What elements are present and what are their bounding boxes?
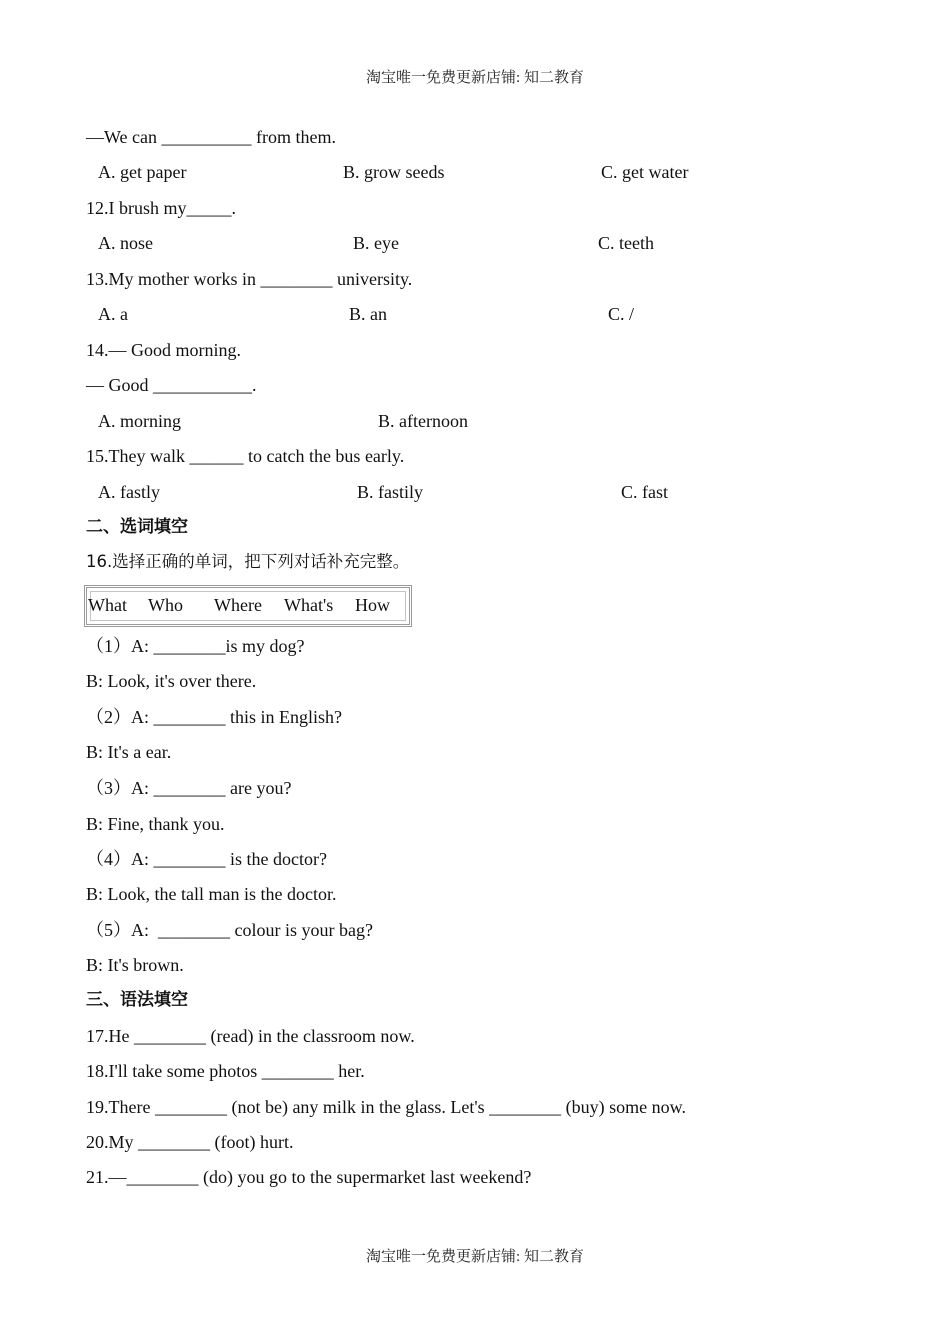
dialogue-3-a: （3）A: ________ are you? bbox=[86, 778, 292, 798]
q11-answer-line: —We can __________ from them. bbox=[86, 127, 336, 147]
q13-option-a: A. a bbox=[98, 304, 128, 324]
q11-option-c: C. get water bbox=[601, 162, 689, 182]
dialogue-4-a: （4）A: ________ is the doctor? bbox=[86, 849, 327, 869]
q14-option-b: B. afternoon bbox=[378, 411, 468, 431]
word-bank-word-where: Where bbox=[214, 595, 262, 615]
word-bank-word-who: Who bbox=[148, 595, 183, 615]
page-footer: 淘宝唯一免费更新店铺: 知二教育 bbox=[366, 1249, 584, 1265]
dialogue-1-a: （1）A: ________is my dog? bbox=[86, 636, 305, 656]
q15-option-a: A. fastly bbox=[98, 482, 160, 502]
section2-title: 二、选词填空 bbox=[86, 517, 188, 537]
q16-instruction: 16.选择正确的单词，把下列对话补充完整。 bbox=[86, 552, 410, 571]
q15-option-b: B. fastily bbox=[357, 482, 423, 502]
q15-option-c: C. fast bbox=[621, 482, 668, 502]
dialogue-5-b: B: It's brown. bbox=[86, 955, 184, 975]
dialogue-2-b: B: It's a ear. bbox=[86, 742, 172, 762]
q12-option-a: A. nose bbox=[98, 233, 153, 253]
dialogue-4-b: B: Look, the tall man is the doctor. bbox=[86, 884, 337, 904]
q11-option-b: B. grow seeds bbox=[343, 162, 445, 182]
dialogue-2-a: （2）A: ________ this in English? bbox=[86, 707, 342, 727]
word-bank-word-how: How bbox=[355, 595, 390, 615]
word-bank-word-whats: What's bbox=[284, 595, 334, 615]
word-bank-word-what: What bbox=[88, 595, 127, 615]
q12-option-b: B. eye bbox=[353, 233, 399, 253]
q19: 19.There ________ (not be) any milk in the glass. Let's ________ (buy) some now. bbox=[86, 1097, 686, 1117]
q13-option-c: C. / bbox=[608, 304, 635, 324]
dialogue-3-b: B: Fine, thank you. bbox=[86, 814, 225, 834]
q14-stem: 14.— Good morning. bbox=[86, 340, 241, 360]
q20: 20.My ________ (foot) hurt. bbox=[86, 1132, 294, 1152]
q14-option-a: A. morning bbox=[98, 411, 181, 431]
q11-option-a: A. get paper bbox=[98, 162, 187, 182]
q13-stem: 13.My mother works in ________ university. bbox=[86, 269, 413, 289]
dialogue-1-b: B: Look, it's over there. bbox=[86, 671, 257, 691]
section3-title: 三、语法填空 bbox=[86, 990, 188, 1010]
q12-stem: 12.I brush my_____. bbox=[86, 198, 236, 218]
dialogue-5-a: （5）A: ________ colour is your bag? bbox=[86, 920, 373, 940]
q15-stem: 15.They walk ______ to catch the bus early. bbox=[86, 446, 405, 466]
q13-option-b: B. an bbox=[349, 304, 387, 324]
word-bank-box bbox=[84, 585, 412, 627]
page-header: 淘宝唯一免费更新店铺: 知二教育 bbox=[366, 70, 584, 86]
q17: 17.He ________ (read) in the classroom now. bbox=[86, 1026, 415, 1046]
q18: 18.I'll take some photos ________ her. bbox=[86, 1061, 365, 1081]
q21: 21.—________ (do) you go to the supermarket last weekend? bbox=[86, 1167, 532, 1187]
q12-option-c: C. teeth bbox=[598, 233, 654, 253]
q14-answer-line: — Good ___________. bbox=[86, 375, 257, 395]
